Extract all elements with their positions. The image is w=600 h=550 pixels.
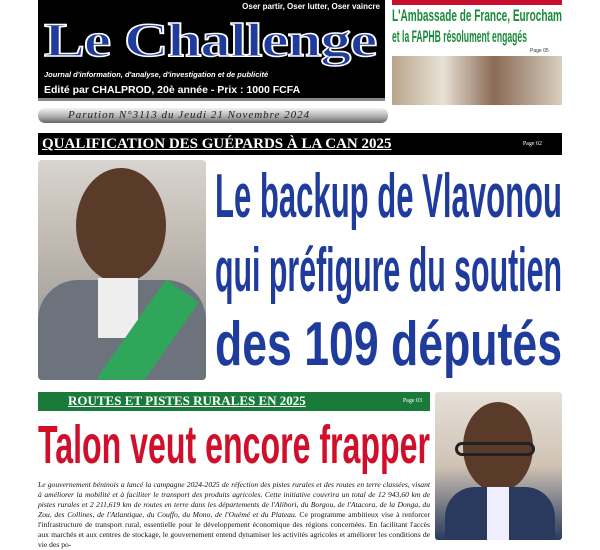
side-headline-line: et la FAPHB résolument engagés — [392, 27, 527, 46]
tagline: Oser partir, Oser lutter, Oser vaincre — [242, 2, 380, 11]
side-page-ref: Page 05 — [530, 48, 549, 54]
article-text: Ce programme ambitieux vise à renforcer l'infrastructure de transport rural, essentielle pour le développement économique des régions concernées. En facilitant l'accès aux marchés et aux centres de stockage, le gouvernement entend dynamiser les activités agricoles et améliorer les conditions de vie des po- — [38, 510, 430, 549]
second-story-photo — [435, 392, 562, 540]
side-story-photo — [392, 56, 562, 105]
main-headline-line: qui préfigure du soutien — [215, 236, 562, 305]
main-kicker-bar — [38, 133, 562, 155]
edition-info: Edité par CHALPROD, 20è année - Prix : 1000 FCFA — [44, 84, 301, 96]
second-page-ref: Page 03 — [402, 398, 422, 404]
newspaper-logo-text: Le Challenge — [44, 14, 376, 67]
second-kicker-bar — [38, 392, 430, 411]
main-kicker: QUALIFICATION DES GUÉPARDS À LA CAN 2025 — [42, 136, 392, 152]
issue-banner: Parution N°3113 du Jeudi 21 Novembre 2024 — [38, 108, 388, 123]
main-headline[interactable] — [215, 160, 562, 382]
main-story-photo — [38, 160, 206, 380]
second-headline[interactable] — [38, 413, 430, 477]
second-headline-text: Talon veut encore frapper — [38, 415, 430, 475]
side-headline[interactable] — [392, 5, 562, 47]
main-headline-line: Le backup de Vlavonou — [215, 162, 562, 231]
second-kicker: ROUTES ET PISTES RURALES EN 2025 — [68, 393, 306, 408]
description: Journal d'information, d'analyse, d'investigation et de publicité — [44, 70, 269, 79]
article-lead: Le gouvernement béninois a lancé la campagne 2024-2025 de réfection des pistes rurales et des routes en terre classées, visant à améliorer la mobilité et à faciliter le transport des produits agricoles. Cette initiative couvrira un total de 12 943,60 km de pistes rurales et 2 211,619 km de routes en terre dans les départements de l'Alibori, du Borgou, de l'Atacora, de la Donga, du Zou, des Collines, de l'Atlantique, du Couffo, du Mono, de l'Ouémé et du Plateau. — [38, 480, 430, 519]
masthead — [38, 0, 385, 101]
main-page-ref: Page 02 — [522, 141, 542, 147]
main-headline-line: des 109 députés — [215, 310, 562, 379]
side-headline-line: L'Ambassade de France, Eurocham — [392, 6, 562, 25]
newspaper-logo — [44, 13, 376, 69]
